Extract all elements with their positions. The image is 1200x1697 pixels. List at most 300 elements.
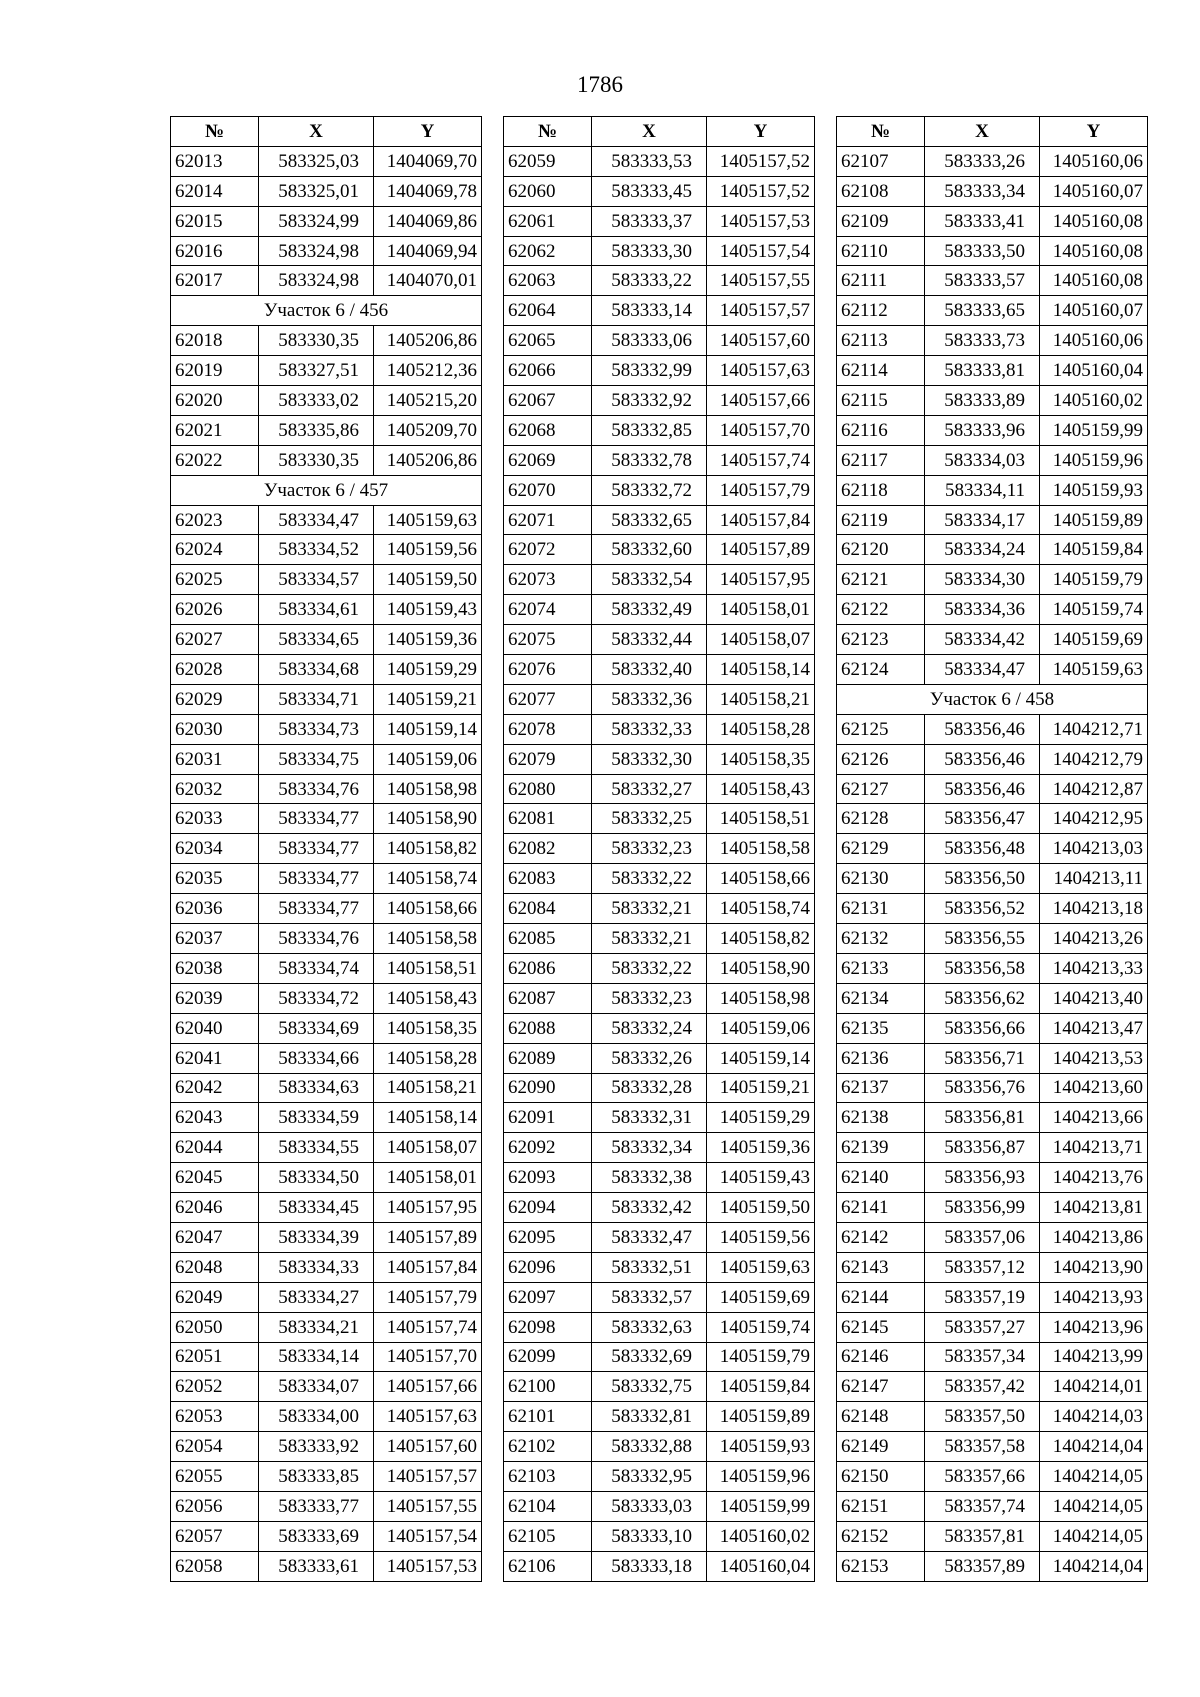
y-coordinate: 1404213,96 [1040, 1312, 1148, 1342]
y-coordinate: 1404212,71 [1040, 714, 1148, 744]
table-row [171, 415, 482, 445]
point-number: 62120 [837, 535, 925, 565]
x-coordinate: 583333,77 [259, 1491, 374, 1521]
table-header-row [504, 117, 815, 147]
x-coordinate: 583332,21 [592, 924, 707, 954]
x-coordinate: 583332,72 [592, 475, 707, 505]
table-row [837, 1312, 1148, 1342]
table-row [837, 326, 1148, 356]
table-row [171, 1222, 482, 1252]
y-coordinate: 1405159,96 [707, 1462, 815, 1492]
point-number: 62136 [837, 1043, 925, 1073]
x-coordinate: 583334,47 [259, 505, 374, 535]
point-number: 62151 [837, 1491, 925, 1521]
table-row [171, 834, 482, 864]
y-coordinate: 1405157,54 [374, 1521, 482, 1551]
x-coordinate: 583333,26 [925, 146, 1040, 176]
x-coordinate: 583357,12 [925, 1252, 1040, 1282]
y-coordinate: 1404214,05 [1040, 1462, 1148, 1492]
x-coordinate: 583332,26 [592, 1043, 707, 1073]
point-number: 62096 [504, 1252, 592, 1282]
y-coordinate: 1405157,52 [707, 146, 815, 176]
x-coordinate: 583334,21 [259, 1312, 374, 1342]
table-row [837, 924, 1148, 954]
table-row [171, 1282, 482, 1312]
table-row [171, 236, 482, 266]
table-row [837, 1222, 1148, 1252]
y-coordinate: 1404214,04 [1040, 1432, 1148, 1462]
header-y: Y [1040, 117, 1148, 147]
point-number: 62131 [837, 894, 925, 924]
y-coordinate: 1405157,52 [707, 176, 815, 206]
table-row [171, 1521, 482, 1551]
x-coordinate: 583333,22 [592, 266, 707, 296]
table-row [837, 176, 1148, 206]
table-row [504, 894, 815, 924]
y-coordinate: 1405158,35 [707, 744, 815, 774]
point-number: 62121 [837, 565, 925, 595]
table-row [504, 684, 815, 714]
x-coordinate: 583324,99 [259, 206, 374, 236]
x-coordinate: 583334,00 [259, 1402, 374, 1432]
point-number: 62032 [171, 774, 259, 804]
table-row [837, 505, 1148, 535]
point-number: 62054 [171, 1432, 259, 1462]
table-row [504, 774, 815, 804]
table-row [171, 266, 482, 296]
point-number: 62130 [837, 864, 925, 894]
point-number: 62015 [171, 206, 259, 236]
x-coordinate: 583334,77 [259, 834, 374, 864]
x-coordinate: 583330,35 [259, 445, 374, 475]
point-number: 62118 [837, 475, 925, 505]
y-coordinate: 1404213,40 [1040, 983, 1148, 1013]
header-x: X [592, 117, 707, 147]
x-coordinate: 583333,81 [925, 356, 1040, 386]
y-coordinate: 1405158,58 [374, 924, 482, 954]
y-coordinate: 1405157,57 [707, 296, 815, 326]
x-coordinate: 583333,61 [259, 1551, 374, 1581]
point-number: 62031 [171, 744, 259, 774]
point-number: 62019 [171, 356, 259, 386]
y-coordinate: 1405159,84 [707, 1372, 815, 1402]
point-number: 62045 [171, 1163, 259, 1193]
section-row [837, 684, 1148, 714]
header-y: Y [707, 117, 815, 147]
table-row [504, 266, 815, 296]
x-coordinate: 583333,10 [592, 1521, 707, 1551]
point-number: 62101 [504, 1402, 592, 1432]
x-coordinate: 583332,88 [592, 1432, 707, 1462]
y-coordinate: 1405158,21 [707, 684, 815, 714]
point-number: 62098 [504, 1312, 592, 1342]
point-number: 62038 [171, 953, 259, 983]
y-coordinate: 1405159,63 [374, 505, 482, 535]
y-coordinate: 1405159,14 [707, 1043, 815, 1073]
table-row [504, 146, 815, 176]
y-coordinate: 1405160,07 [1040, 176, 1148, 206]
point-number: 62140 [837, 1163, 925, 1193]
y-coordinate: 1405158,82 [707, 924, 815, 954]
y-coordinate: 1405157,55 [374, 1491, 482, 1521]
x-coordinate: 583332,21 [592, 894, 707, 924]
table-row [171, 176, 482, 206]
x-coordinate: 583333,89 [925, 386, 1040, 416]
x-coordinate: 583334,55 [259, 1133, 374, 1163]
y-coordinate: 1405159,89 [707, 1402, 815, 1432]
table-row [504, 595, 815, 625]
table-row [504, 714, 815, 744]
x-coordinate: 583334,68 [259, 655, 374, 685]
point-number: 62100 [504, 1372, 592, 1402]
x-coordinate: 583332,51 [592, 1252, 707, 1282]
y-coordinate: 1404212,79 [1040, 744, 1148, 774]
x-coordinate: 583334,72 [259, 983, 374, 1013]
x-coordinate: 583332,99 [592, 356, 707, 386]
y-coordinate: 1405157,89 [707, 535, 815, 565]
x-coordinate: 583356,93 [925, 1163, 1040, 1193]
y-coordinate: 1405158,66 [707, 864, 815, 894]
x-coordinate: 583334,66 [259, 1043, 374, 1073]
y-coordinate: 1405160,08 [1040, 266, 1148, 296]
table-row [504, 953, 815, 983]
table-row [837, 1551, 1148, 1581]
y-coordinate: 1405158,07 [374, 1133, 482, 1163]
x-coordinate: 583357,58 [925, 1432, 1040, 1462]
point-number: 62013 [171, 146, 259, 176]
x-coordinate: 583335,86 [259, 415, 374, 445]
x-coordinate: 583334,14 [259, 1342, 374, 1372]
coordinate-table-2 [503, 116, 815, 1582]
y-coordinate: 1405159,06 [707, 1013, 815, 1043]
y-coordinate: 1405159,14 [374, 714, 482, 744]
x-coordinate: 583334,36 [925, 595, 1040, 625]
x-coordinate: 583334,33 [259, 1252, 374, 1282]
point-number: 62144 [837, 1282, 925, 1312]
y-coordinate: 1405158,90 [374, 804, 482, 834]
point-number: 62059 [504, 146, 592, 176]
point-number: 62094 [504, 1193, 592, 1223]
table-row [504, 505, 815, 535]
y-coordinate: 1405159,69 [707, 1282, 815, 1312]
point-number: 62063 [504, 266, 592, 296]
y-coordinate: 1405159,74 [1040, 595, 1148, 625]
x-coordinate: 583334,76 [259, 774, 374, 804]
y-coordinate: 1404213,90 [1040, 1252, 1148, 1282]
table-row [171, 1133, 482, 1163]
x-coordinate: 583333,30 [592, 236, 707, 266]
table-row [504, 176, 815, 206]
x-coordinate: 583332,23 [592, 834, 707, 864]
y-coordinate: 1405158,14 [374, 1103, 482, 1133]
point-number: 62122 [837, 595, 925, 625]
point-number: 62091 [504, 1103, 592, 1133]
table-row [504, 535, 815, 565]
point-number: 62134 [837, 983, 925, 1013]
table-row [504, 924, 815, 954]
table-row [837, 1013, 1148, 1043]
point-number: 62127 [837, 774, 925, 804]
x-coordinate: 583333,41 [925, 206, 1040, 236]
y-coordinate: 1405159,50 [374, 565, 482, 595]
point-number: 62133 [837, 953, 925, 983]
x-coordinate: 583357,27 [925, 1312, 1040, 1342]
point-number: 62025 [171, 565, 259, 595]
table-row [171, 1103, 482, 1133]
x-coordinate: 583356,58 [925, 953, 1040, 983]
y-coordinate: 1404212,95 [1040, 804, 1148, 834]
table-row [837, 655, 1148, 685]
table-row [504, 655, 815, 685]
table-row [837, 415, 1148, 445]
y-coordinate: 1404213,93 [1040, 1282, 1148, 1312]
y-coordinate: 1405160,04 [707, 1551, 815, 1581]
point-number: 62078 [504, 714, 592, 744]
table-row [837, 1432, 1148, 1462]
y-coordinate: 1405212,36 [374, 356, 482, 386]
table-row [504, 834, 815, 864]
table-row [171, 1163, 482, 1193]
x-coordinate: 583332,42 [592, 1193, 707, 1223]
point-number: 62128 [837, 804, 925, 834]
point-number: 62061 [504, 206, 592, 236]
y-coordinate: 1405206,86 [374, 326, 482, 356]
point-number: 62111 [837, 266, 925, 296]
table-row [837, 1073, 1148, 1103]
x-coordinate: 583356,46 [925, 714, 1040, 744]
y-coordinate: 1405157,66 [374, 1372, 482, 1402]
y-coordinate: 1404213,71 [1040, 1133, 1148, 1163]
x-coordinate: 583332,75 [592, 1372, 707, 1402]
x-coordinate: 583334,07 [259, 1372, 374, 1402]
point-number: 62108 [837, 176, 925, 206]
point-number: 62049 [171, 1282, 259, 1312]
x-coordinate: 583332,38 [592, 1163, 707, 1193]
section-row [171, 296, 482, 326]
y-coordinate: 1405159,93 [707, 1432, 815, 1462]
x-coordinate: 583333,96 [925, 415, 1040, 445]
point-number: 62103 [504, 1462, 592, 1492]
y-coordinate: 1405159,96 [1040, 445, 1148, 475]
point-number: 62142 [837, 1222, 925, 1252]
y-coordinate: 1405160,04 [1040, 356, 1148, 386]
x-coordinate: 583333,92 [259, 1432, 374, 1462]
y-coordinate: 1405157,95 [374, 1193, 482, 1223]
y-coordinate: 1404070,01 [374, 266, 482, 296]
table-row [504, 386, 815, 416]
x-coordinate: 583334,17 [925, 505, 1040, 535]
x-coordinate: 583356,66 [925, 1013, 1040, 1043]
point-number: 62090 [504, 1073, 592, 1103]
table-row [837, 535, 1148, 565]
x-coordinate: 583356,50 [925, 864, 1040, 894]
point-number: 62055 [171, 1462, 259, 1492]
point-number: 62069 [504, 445, 592, 475]
point-number: 62017 [171, 266, 259, 296]
x-coordinate: 583334,61 [259, 595, 374, 625]
y-coordinate: 1405157,89 [374, 1222, 482, 1252]
point-number: 62074 [504, 595, 592, 625]
table-row [837, 1252, 1148, 1282]
y-coordinate: 1405159,36 [374, 625, 482, 655]
y-coordinate: 1405157,63 [707, 356, 815, 386]
table-row [837, 1372, 1148, 1402]
point-number: 62048 [171, 1252, 259, 1282]
point-number: 62148 [837, 1402, 925, 1432]
point-number: 62116 [837, 415, 925, 445]
x-coordinate: 583356,71 [925, 1043, 1040, 1073]
x-coordinate: 583332,69 [592, 1342, 707, 1372]
table-row [837, 714, 1148, 744]
y-coordinate: 1405159,69 [1040, 625, 1148, 655]
y-coordinate: 1405158,98 [707, 983, 815, 1013]
table-row [837, 894, 1148, 924]
y-coordinate: 1405157,74 [374, 1312, 482, 1342]
table-row [504, 1491, 815, 1521]
table-row [504, 625, 815, 655]
y-coordinate: 1405158,43 [707, 774, 815, 804]
y-coordinate: 1404214,03 [1040, 1402, 1148, 1432]
x-coordinate: 583332,33 [592, 714, 707, 744]
y-coordinate: 1405159,50 [707, 1193, 815, 1223]
point-number: 62149 [837, 1432, 925, 1462]
x-coordinate: 583327,51 [259, 356, 374, 386]
y-coordinate: 1404214,01 [1040, 1372, 1148, 1402]
point-number: 62058 [171, 1551, 259, 1581]
y-coordinate: 1405159,36 [707, 1133, 815, 1163]
table-row [171, 625, 482, 655]
x-coordinate: 583334,76 [259, 924, 374, 954]
x-coordinate: 583334,11 [925, 475, 1040, 505]
point-number: 62040 [171, 1013, 259, 1043]
table-row [837, 386, 1148, 416]
point-number: 62056 [171, 1491, 259, 1521]
y-coordinate: 1405160,07 [1040, 296, 1148, 326]
table-row [171, 1073, 482, 1103]
y-coordinate: 1404069,86 [374, 206, 482, 236]
header-x: X [259, 117, 374, 147]
table-row [504, 475, 815, 505]
table-row [837, 296, 1148, 326]
table-row [171, 804, 482, 834]
y-coordinate: 1405158,01 [707, 595, 815, 625]
x-coordinate: 583334,59 [259, 1103, 374, 1133]
x-coordinate: 583356,46 [925, 774, 1040, 804]
x-coordinate: 583332,81 [592, 1402, 707, 1432]
coordinate-table-1 [170, 116, 482, 1582]
y-coordinate: 1405158,90 [707, 953, 815, 983]
y-coordinate: 1405158,28 [374, 1043, 482, 1073]
y-coordinate: 1404213,47 [1040, 1013, 1148, 1043]
y-coordinate: 1405159,79 [1040, 565, 1148, 595]
y-coordinate: 1405159,79 [707, 1342, 815, 1372]
point-number: 62138 [837, 1103, 925, 1133]
x-coordinate: 583333,18 [592, 1551, 707, 1581]
table-row [171, 445, 482, 475]
point-number: 62077 [504, 684, 592, 714]
table-row [171, 864, 482, 894]
point-number: 62083 [504, 864, 592, 894]
table-row [171, 1462, 482, 1492]
table-row [171, 714, 482, 744]
point-number: 62022 [171, 445, 259, 475]
table-header-row [171, 117, 482, 147]
y-coordinate: 1404213,33 [1040, 953, 1148, 983]
point-number: 62033 [171, 804, 259, 834]
x-coordinate: 583334,71 [259, 684, 374, 714]
y-coordinate: 1405159,99 [707, 1491, 815, 1521]
y-coordinate: 1404213,99 [1040, 1342, 1148, 1372]
table-row [837, 1521, 1148, 1551]
point-number: 62105 [504, 1521, 592, 1551]
y-coordinate: 1405159,56 [707, 1222, 815, 1252]
table-row [504, 1103, 815, 1133]
section-title: Участок 6 / 458 [837, 684, 1148, 714]
x-coordinate: 583334,45 [259, 1193, 374, 1223]
point-number: 62070 [504, 475, 592, 505]
x-coordinate: 583330,35 [259, 326, 374, 356]
y-coordinate: 1405157,57 [374, 1462, 482, 1492]
y-coordinate: 1405158,74 [707, 894, 815, 924]
x-coordinate: 583333,37 [592, 206, 707, 236]
point-number: 62023 [171, 505, 259, 535]
point-number: 62041 [171, 1043, 259, 1073]
point-number: 62076 [504, 655, 592, 685]
table-row [837, 356, 1148, 386]
coordinate-table-3 [836, 116, 1148, 1582]
y-coordinate: 1405157,60 [374, 1432, 482, 1462]
x-coordinate: 583356,87 [925, 1133, 1040, 1163]
table-row [837, 206, 1148, 236]
point-number: 62104 [504, 1491, 592, 1521]
y-coordinate: 1405158,28 [707, 714, 815, 744]
x-coordinate: 583334,27 [259, 1282, 374, 1312]
table-row [504, 1462, 815, 1492]
point-number: 62087 [504, 983, 592, 1013]
point-number: 62065 [504, 326, 592, 356]
point-number: 62084 [504, 894, 592, 924]
y-coordinate: 1405157,84 [707, 505, 815, 535]
table-row [171, 1193, 482, 1223]
point-number: 62152 [837, 1521, 925, 1551]
x-coordinate: 583334,57 [259, 565, 374, 595]
x-coordinate: 583334,77 [259, 894, 374, 924]
point-number: 62093 [504, 1163, 592, 1193]
x-coordinate: 583325,03 [259, 146, 374, 176]
x-coordinate: 583324,98 [259, 266, 374, 296]
y-coordinate: 1404213,11 [1040, 864, 1148, 894]
point-number: 62147 [837, 1372, 925, 1402]
y-coordinate: 1405159,21 [707, 1073, 815, 1103]
y-coordinate: 1404069,70 [374, 146, 482, 176]
y-coordinate: 1404213,18 [1040, 894, 1148, 924]
table-row [504, 1521, 815, 1551]
point-number: 62018 [171, 326, 259, 356]
y-coordinate: 1405160,08 [1040, 236, 1148, 266]
y-coordinate: 1405159,29 [707, 1103, 815, 1133]
x-coordinate: 583332,92 [592, 386, 707, 416]
point-number: 62145 [837, 1312, 925, 1342]
section-row [171, 475, 482, 505]
point-number: 62062 [504, 236, 592, 266]
table-row [504, 1282, 815, 1312]
y-coordinate: 1405159,99 [1040, 415, 1148, 445]
x-coordinate: 583334,47 [925, 655, 1040, 685]
table-row [837, 475, 1148, 505]
table-row [837, 1402, 1148, 1432]
y-coordinate: 1405158,43 [374, 983, 482, 1013]
x-coordinate: 583333,53 [592, 146, 707, 176]
